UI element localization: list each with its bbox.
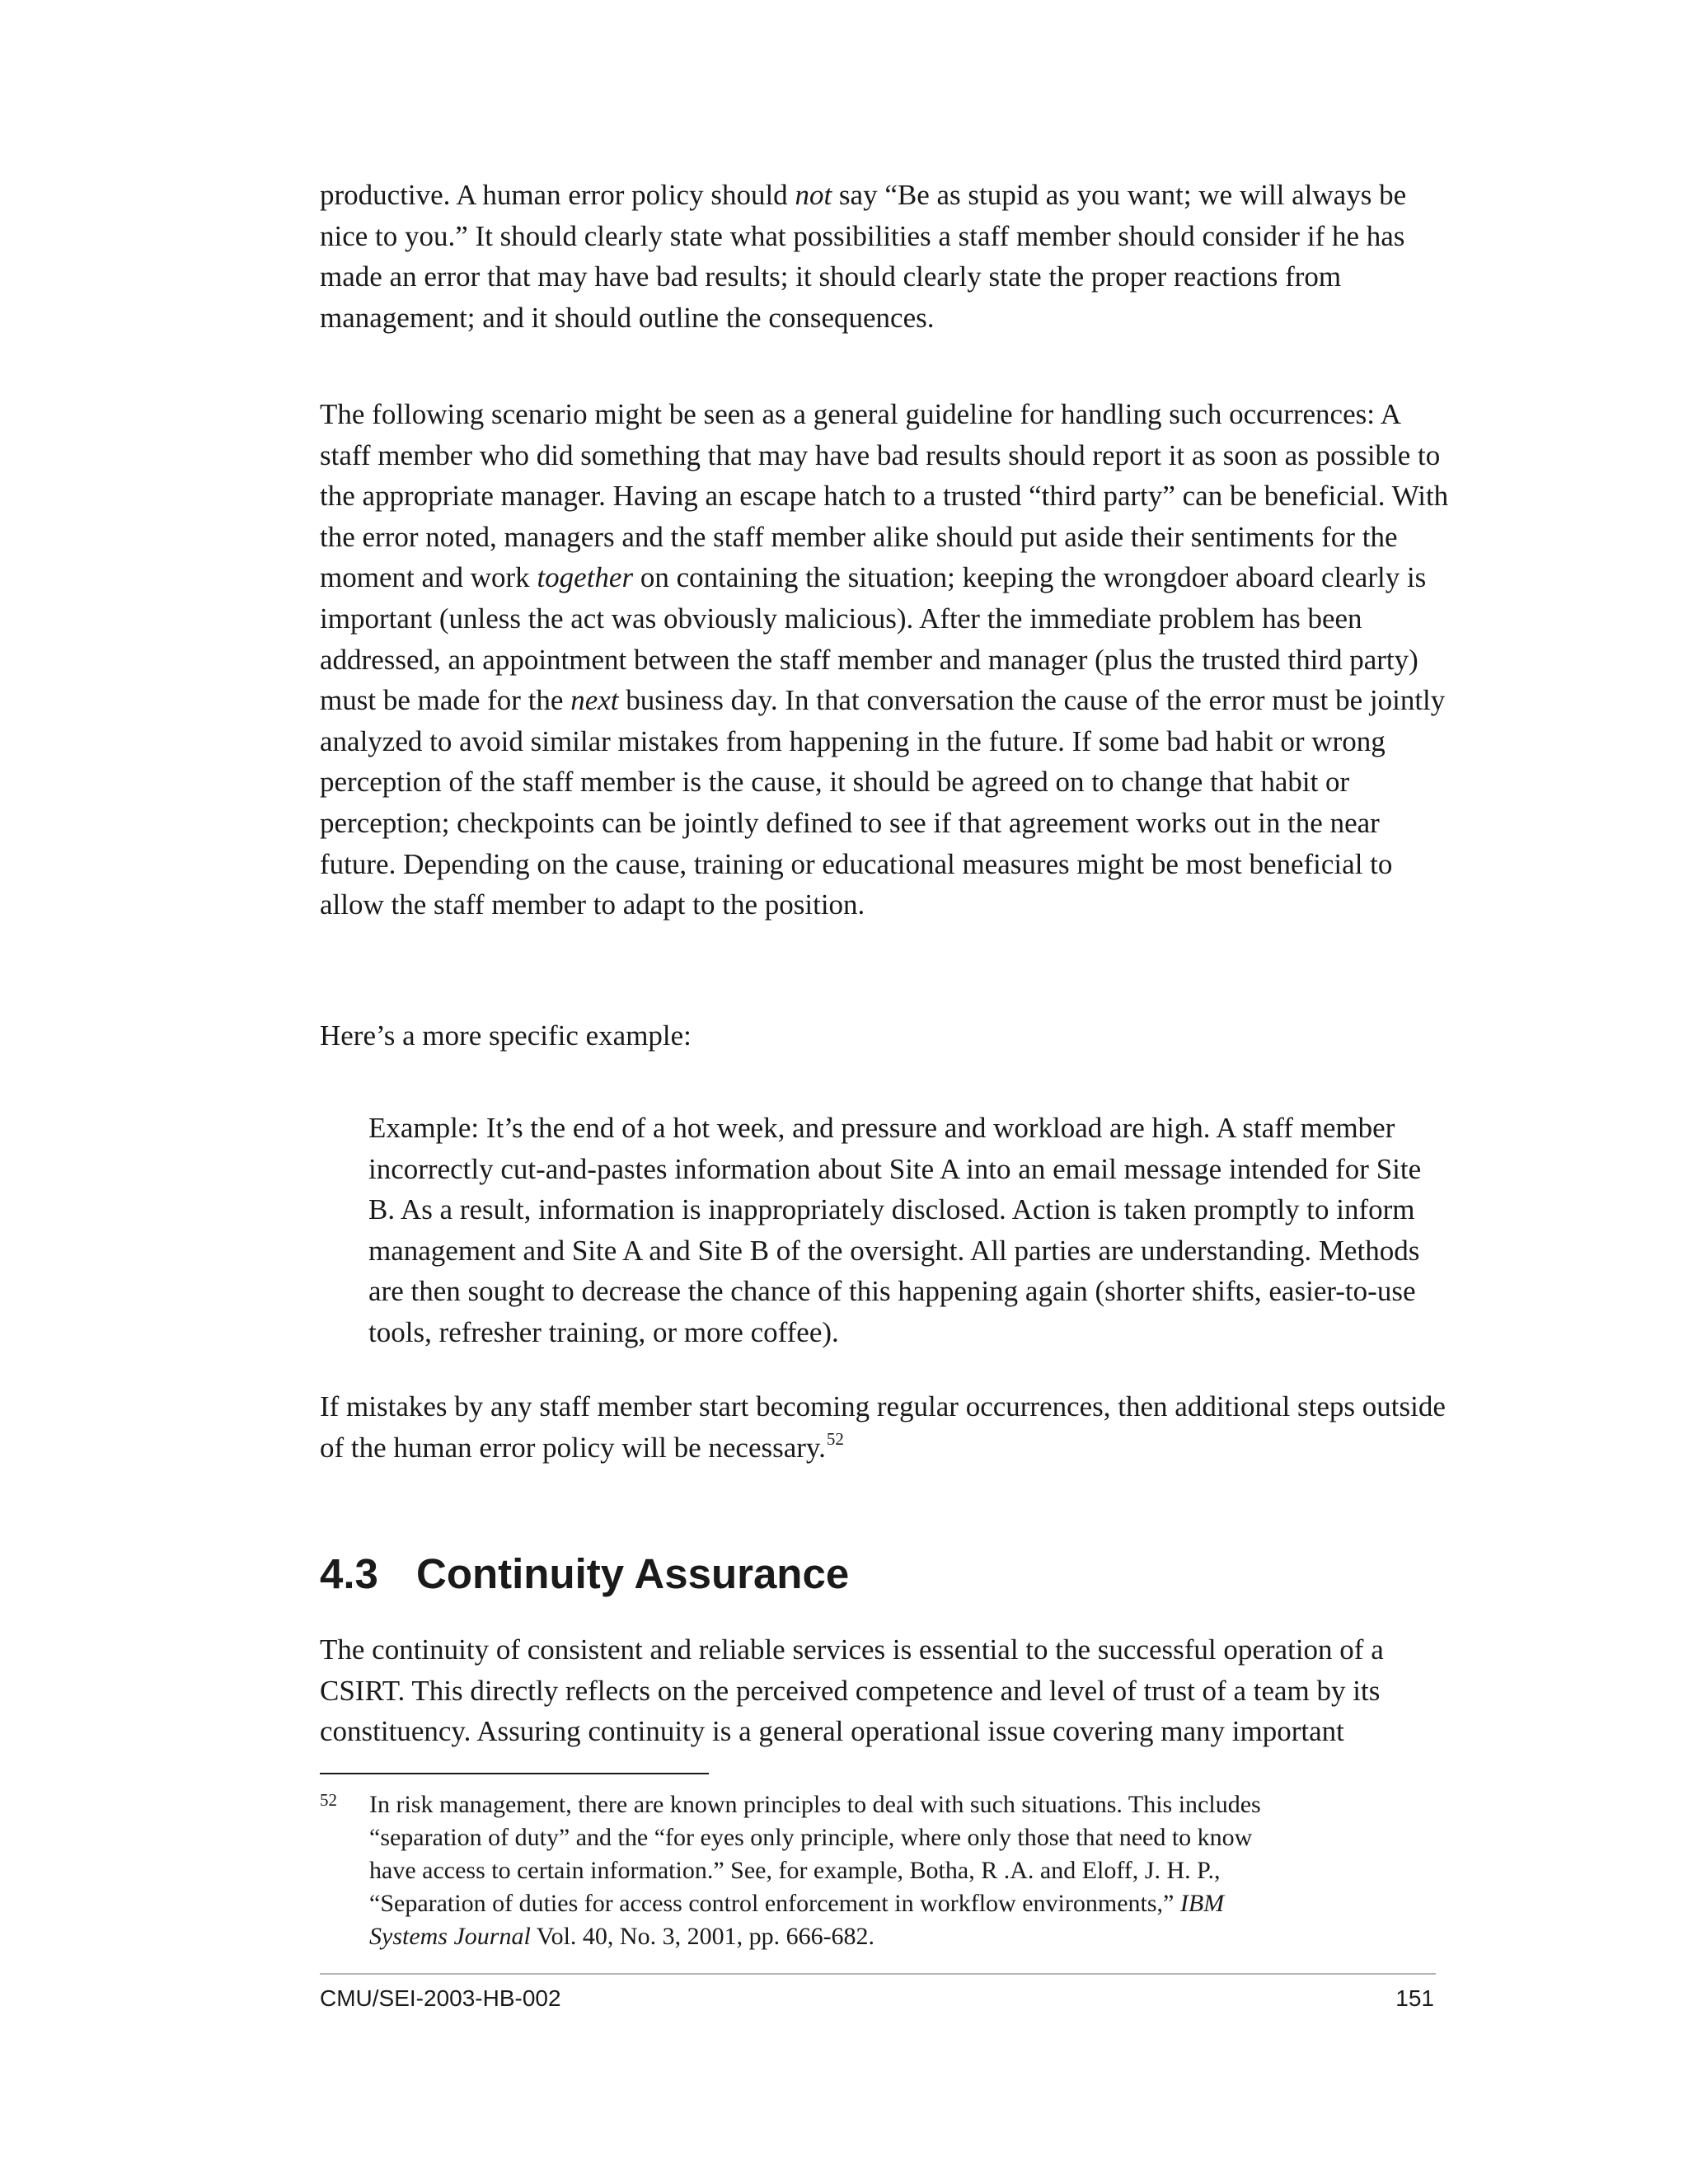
text-run: productive. A human error policy should — [320, 179, 795, 211]
section-heading — [320, 1549, 849, 1599]
body-paragraph — [320, 175, 1451, 338]
body-paragraph — [320, 394, 1451, 926]
body-paragraph — [320, 1386, 1451, 1468]
text-run: Vol. 40, No. 3, 2001, pp. 666-682. — [530, 1923, 875, 1950]
footnote-divider — [320, 1773, 709, 1774]
emphasis-text: next — [570, 684, 619, 717]
footnote-text — [369, 1788, 1276, 1953]
text-run: The following scenario might be seen as a general guideline for handling such occurrences: A staff member who did something that may have bad results should report it as soon as possible to the appropriate manager. Having an escape hatch to a trusted “third party” can be beneficial. With the error noted, managers and the staff member alike should put aside their sentiments for the moment and work — [320, 398, 1449, 594]
text-run: business day. In that conversation the cause of the error must be jointly analyzed to avoid similar mistakes from happening in the future. If some bad habit or wrong perception of the staff member is the cause, it should be agreed on to change that habit or perception; checkpoints can be jointly defined to see if that agreement works out in the near future. Depending on the cause, training or educational measures might be most beneficial to allow the staff member to adapt to the position. — [320, 684, 1446, 921]
section-number: 4.3 — [320, 1550, 378, 1597]
example-block: Example: It’s the end of a hot week, and pressure and workload are high. A staff member incorrectly cut-and-pastes information about Site A into an email message intended for Site B. As a result, information is inappropriately disclosed. Action is taken promptly to inform management and Site A and Site B of the oversight. All parties are understanding. Methods are then sought to decrease the chance of this happening again (shorter shifts, easier-to-use tools, refresher training, or more coffee). — [368, 1112, 1422, 1348]
emphasis-text: IBM Systems Journal — [369, 1890, 1225, 1950]
emphasis-text: together — [537, 561, 634, 594]
text-run: In risk management, there are known principles to deal with such situations. This includes “separation of duty” and the “for eyes only principle, where only those that need to know have access to certain information.” See, for example, Botha, R .A. and Eloff, J. H. P., “Separation of duties for access control enforcement in workflow environments,” — [369, 1791, 1261, 1917]
emphasis-text: not — [795, 179, 832, 211]
footer-doc-id: CMU/SEI-2003-HB-002 — [320, 1985, 561, 2011]
section-title: Continuity Assurance — [416, 1550, 850, 1597]
text-run: on containing the situation; keeping the wrongdoer aboard clearly is important (unless the act was obviously malicious). After the immediate problem has been addressed, an appointment between the staff member and manager (plus the trusted third party) must be made for the — [320, 561, 1427, 717]
page-number: 151 — [1395, 1985, 1434, 2011]
text-run: If mistakes by any staff member start becoming regular occurrences, then additional steps outside of the human error policy will be necessary. — [320, 1390, 1446, 1464]
footer-divider — [320, 1973, 1436, 1975]
body-paragraph: Here’s a more specific example: — [320, 1019, 692, 1052]
text-run: say “Be as stupid as you want; we will always be nice to you.” It should clearly state what possibilities a staff member should consider if he has made an error that may have bad results; it should clearly state the proper reactions from management; and it should outline the consequences. — [320, 179, 1407, 334]
footnote-reference[interactable]: 52 — [826, 1428, 844, 1449]
body-paragraph: The continuity of consistent and reliable services is essential to the successful operation of a CSIRT. This directly reflects on the perceived competence and level of trust of a team by its constituency. Assuring continuity is a general operational issue covering many important — [320, 1633, 1384, 1748]
footnote-mark: 52 — [320, 1790, 337, 1810]
